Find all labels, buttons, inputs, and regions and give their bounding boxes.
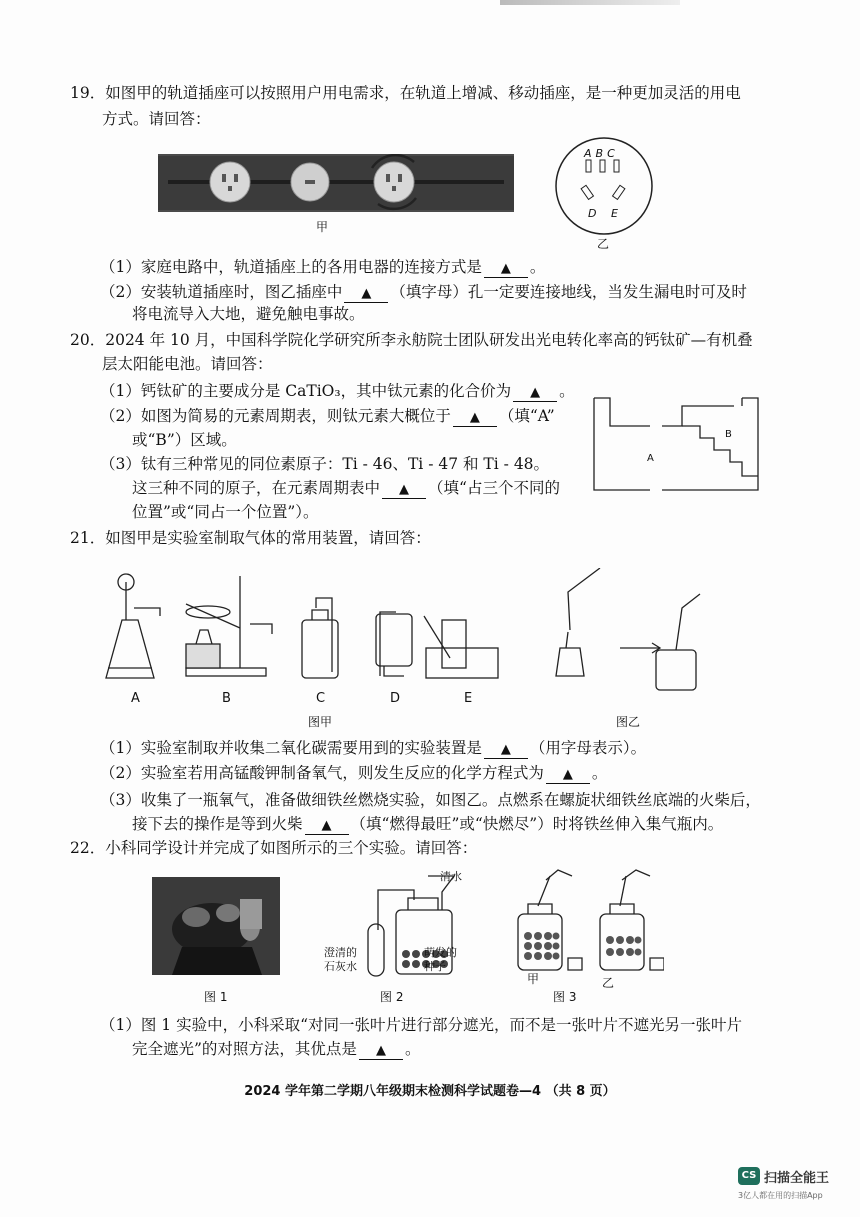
seed-respiration-apparatus	[356, 870, 466, 978]
q21-part2: （2）实验室若用高锰酸钾制备氧气，则发生反应的化学方程式为 ▲ 。	[100, 764, 608, 782]
q22-fig1-caption: 图 1	[204, 990, 228, 1004]
q20-line2: 层太阳能电池。请回答：	[102, 355, 273, 373]
q19-part2-cont: 将电流导入大地，避免触电事故。	[132, 305, 365, 323]
fig3-label-jia: 甲	[527, 972, 540, 986]
q19-fig-yi-caption: 乙	[597, 237, 610, 251]
q20-part3-c: 位置”或“同占一个位置”）。	[132, 503, 319, 521]
scanner-logo: CS	[738, 1167, 760, 1185]
fig3-label-yi: 乙	[602, 976, 615, 990]
q19-line2: 方式。请回答：	[102, 110, 211, 128]
answer-blank[interactable]: ▲	[359, 1043, 403, 1060]
track-socket-photo	[158, 154, 514, 212]
q21-part1: （1）实验室制取并收集二氧化碳需要用到的实验装置是 ▲ （用字母表示）。	[100, 739, 647, 757]
apparatus-label-c: C	[316, 691, 326, 706]
answer-blank[interactable]: ▲	[484, 261, 528, 278]
q22-fig2-caption: 图 2	[380, 990, 404, 1004]
q22-fig3-caption: 图 3	[553, 990, 577, 1004]
q21-part3: （3）收集了一瓶氧气，准备做细铁丝燃烧实验，如图乙。点燃系在螺旋状细铁丝底端的火柴后，	[100, 791, 761, 809]
page-footer: 2024 学年第二学期八年级期末检测科学试题卷—4 （共 8 页）	[244, 1084, 616, 1099]
q19-part1: （1）家庭电路中，轨道插座上的各用电器的连接方式是 ▲ 。	[100, 258, 546, 276]
periodic-region-a: A	[647, 453, 654, 464]
q19-part2: （2）安装轨道插座时，图乙插座中 ▲ （填字母）孔一定要连接地线，当发生漏电时可及时	[100, 283, 747, 301]
q22-line1: 22．小科同学设计并完成了如图所示的三个实验。请回答：	[70, 839, 478, 857]
q22-part1: （1）图 1 实验中，小科采取“对同一张叶片进行部分遮光，而不是一张叶片不遮光另一张叶片	[100, 1016, 743, 1034]
q20-part1: （1）钙钛矿的主要成分是 CaTiO₃，其中钛元素的化合价为 ▲ 。	[100, 382, 575, 400]
answer-blank[interactable]: ▲	[484, 742, 528, 759]
q20-part3-b: 这三种不同的原子，在元素周期表中 ▲ （填“占三个不同的	[132, 479, 560, 497]
answer-blank[interactable]: ▲	[344, 286, 388, 303]
lab-apparatus-figure	[100, 568, 740, 700]
q19-line1: 19．如图甲的轨道插座可以按照用户用电需求，在轨道上增减、移动插座，是一种更加灵活的用电	[70, 84, 741, 102]
fig2-label-lime-2: 石灰水	[324, 960, 357, 973]
q22-part1-b: 完全遮光”的对照方法，其优点是 ▲ 。	[132, 1040, 421, 1058]
apparatus-label-e: E	[464, 691, 473, 706]
q21-line1: 21．如图甲是实验室制取气体的常用装置，请回答：	[70, 529, 431, 547]
scan-edge-artifact	[500, 0, 680, 5]
socket-letter-b: B	[595, 147, 608, 160]
apparatus-label-a: A	[131, 691, 140, 706]
q21-fig-yi-caption: 图乙	[616, 715, 641, 729]
scanner-tagline: 3亿人都在用的扫描App	[738, 1191, 823, 1200]
fig2-label-seed-1: 萌发的	[424, 946, 457, 959]
periodic-region-b: B	[725, 429, 732, 440]
socket-letter-c: C	[607, 147, 619, 160]
answer-blank[interactable]: ▲	[453, 410, 497, 427]
fig2-label-seed-2: 种子	[424, 960, 446, 973]
candle-jar-experiment	[514, 866, 664, 978]
socket-letter-e: E	[611, 207, 618, 220]
q20-part3: （3）钛有三种常见的同位素原子：Ti - 46、Ti - 47 和 Ti - 48。	[100, 455, 550, 473]
fig2-label-water: 清水	[440, 870, 462, 883]
socket-letter-d: D	[588, 207, 597, 220]
fig2-label-lime-1: 澄清的	[324, 946, 357, 959]
q20-part2-cont: 或“B”）区域。	[132, 431, 237, 449]
scanner-name: 扫描全能王	[764, 1171, 830, 1186]
answer-blank[interactable]: ▲	[305, 818, 349, 835]
q20-part2: （2）如图为简易的元素周期表，则钛元素大概位于 ▲ （填“A”	[100, 407, 555, 425]
q21-part3-b: 接下去的操作是等到火柴 ▲ （填“燃得最旺”或“快燃尽”）时将铁丝伸入集气瓶内。	[132, 815, 724, 833]
q19-fig-jia-caption: 甲	[316, 220, 329, 234]
q21-fig-jia-caption: 图甲	[308, 715, 333, 729]
socket-letter-a: A	[584, 147, 596, 160]
apparatus-label-b: B	[222, 691, 231, 706]
periodic-table-sketch	[590, 396, 762, 492]
answer-blank[interactable]: ▲	[513, 385, 557, 402]
apparatus-label-d: D	[390, 691, 401, 706]
socket-letters-top	[584, 147, 619, 161]
answer-blank[interactable]: ▲	[382, 482, 426, 499]
scanner-watermark	[738, 1163, 848, 1207]
q20-line1: 20．2024 年 10 月，中国科学院化学研究所李永舫院士团队研发出光电转化率高的钙钛矿—有机叠	[70, 331, 753, 349]
answer-blank[interactable]: ▲	[546, 767, 590, 784]
plant-leaf-photo	[152, 877, 280, 975]
